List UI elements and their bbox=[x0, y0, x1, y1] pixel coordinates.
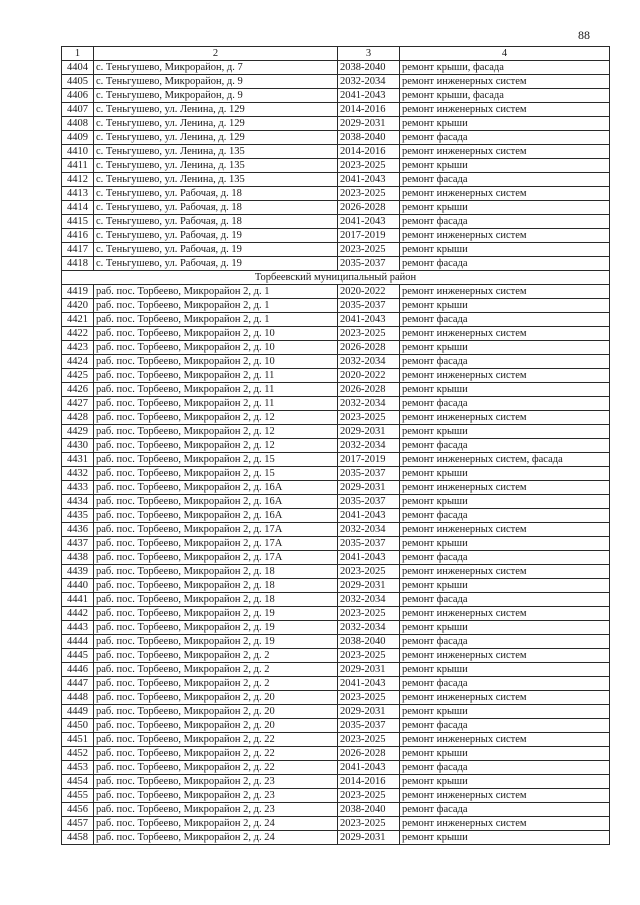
column-header-number: 1 bbox=[62, 47, 94, 61]
row-number-cell: 4449 bbox=[62, 705, 94, 719]
work-type-cell: ремонт инженерных систем bbox=[400, 523, 610, 537]
table-row bbox=[62, 327, 610, 341]
period-cell: 2020-2022 bbox=[338, 285, 400, 299]
period-cell: 2041-2043 bbox=[338, 313, 400, 327]
address-cell: раб. пос. Торбеево, Микрорайон 2, д. 23 bbox=[94, 789, 338, 803]
row-number-cell: 4433 bbox=[62, 481, 94, 495]
table-row bbox=[62, 411, 610, 425]
work-type-cell: ремонт фасада bbox=[400, 173, 610, 187]
row-number-cell: 4456 bbox=[62, 803, 94, 817]
row-number-cell: 4408 bbox=[62, 117, 94, 131]
table-row bbox=[62, 649, 610, 663]
row-number-cell: 4439 bbox=[62, 565, 94, 579]
period-cell: 2029-2031 bbox=[338, 481, 400, 495]
address-cell: с. Теньгушево, Микрорайон, д. 9 bbox=[94, 89, 338, 103]
table-row bbox=[62, 215, 610, 229]
address-cell: раб. пос. Торбеево, Микрорайон 2, д. 1 bbox=[94, 299, 338, 313]
row-number-cell: 4421 bbox=[62, 313, 94, 327]
work-type-cell: ремонт крыши bbox=[400, 705, 610, 719]
work-type-cell: ремонт фасада bbox=[400, 719, 610, 733]
table-row bbox=[62, 75, 610, 89]
address-cell: раб. пос. Торбеево, Микрорайон 2, д. 23 bbox=[94, 803, 338, 817]
row-number-cell: 4425 bbox=[62, 369, 94, 383]
address-cell: с. Теньгушево, ул. Ленина, д. 135 bbox=[94, 173, 338, 187]
period-cell: 2035-2037 bbox=[338, 299, 400, 313]
table-row bbox=[62, 817, 610, 831]
period-cell: 2023-2025 bbox=[338, 187, 400, 201]
work-type-cell: ремонт инженерных систем bbox=[400, 103, 610, 117]
address-cell: с. Теньгушево, ул. Рабочая, д. 19 bbox=[94, 243, 338, 257]
row-number-cell: 4445 bbox=[62, 649, 94, 663]
table-row bbox=[62, 61, 610, 75]
work-type-cell: ремонт фасада bbox=[400, 551, 610, 565]
period-cell: 2014-2016 bbox=[338, 103, 400, 117]
row-number-cell: 4429 bbox=[62, 425, 94, 439]
table-header-row bbox=[62, 47, 610, 61]
table-row bbox=[62, 789, 610, 803]
period-cell: 2026-2028 bbox=[338, 747, 400, 761]
period-cell: 2032-2034 bbox=[338, 621, 400, 635]
period-cell: 2032-2034 bbox=[338, 355, 400, 369]
period-cell: 2023-2025 bbox=[338, 817, 400, 831]
work-type-cell: ремонт крыши bbox=[400, 747, 610, 761]
work-type-cell: ремонт инженерных систем bbox=[400, 649, 610, 663]
table-row bbox=[62, 159, 610, 173]
row-number-cell: 4455 bbox=[62, 789, 94, 803]
table-row bbox=[62, 705, 610, 719]
period-cell: 2014-2016 bbox=[338, 775, 400, 789]
row-number-cell: 4405 bbox=[62, 75, 94, 89]
work-type-cell: ремонт инженерных систем bbox=[400, 817, 610, 831]
address-cell: раб. пос. Торбеево, Микрорайон 2, д. 22 bbox=[94, 761, 338, 775]
address-cell: раб. пос. Торбеево, Микрорайон 2, д. 1 bbox=[94, 313, 338, 327]
address-cell: раб. пос. Торбеево, Микрорайон 2, д. 16А bbox=[94, 481, 338, 495]
period-cell: 2035-2037 bbox=[338, 257, 400, 271]
work-type-cell: ремонт фасада bbox=[400, 761, 610, 775]
table-row bbox=[62, 243, 610, 257]
period-cell: 2020-2022 bbox=[338, 369, 400, 383]
period-cell: 2023-2025 bbox=[338, 159, 400, 173]
table-row bbox=[62, 145, 610, 159]
period-cell: 2023-2025 bbox=[338, 789, 400, 803]
table-row bbox=[62, 565, 610, 579]
work-type-cell: ремонт крыши bbox=[400, 243, 610, 257]
address-cell: раб. пос. Торбеево, Микрорайон 2, д. 18 bbox=[94, 593, 338, 607]
table-row bbox=[62, 803, 610, 817]
row-number-cell: 4450 bbox=[62, 719, 94, 733]
work-type-cell: ремонт крыши bbox=[400, 299, 610, 313]
work-type-cell: ремонт фасада bbox=[400, 803, 610, 817]
row-number-cell: 4410 bbox=[62, 145, 94, 159]
address-cell: раб. пос. Торбеево, Микрорайон 2, д. 11 bbox=[94, 383, 338, 397]
period-cell: 2041-2043 bbox=[338, 215, 400, 229]
address-cell: раб. пос. Торбеево, Микрорайон 2, д. 1 bbox=[94, 285, 338, 299]
work-type-cell: ремонт фасада bbox=[400, 509, 610, 523]
work-type-cell: ремонт инженерных систем bbox=[400, 187, 610, 201]
address-cell: с. Теньгушево, ул. Ленина, д. 135 bbox=[94, 145, 338, 159]
work-type-cell: ремонт фасада bbox=[400, 257, 610, 271]
period-cell: 2035-2037 bbox=[338, 719, 400, 733]
address-cell: раб. пос. Торбеево, Микрорайон 2, д. 19 bbox=[94, 621, 338, 635]
work-type-cell: ремонт крыши bbox=[400, 383, 610, 397]
period-cell: 2029-2031 bbox=[338, 579, 400, 593]
work-type-cell: ремонт инженерных систем bbox=[400, 411, 610, 425]
row-number-cell: 4420 bbox=[62, 299, 94, 313]
row-number-cell: 4446 bbox=[62, 663, 94, 677]
period-cell: 2029-2031 bbox=[338, 663, 400, 677]
address-cell: раб. пос. Торбеево, Микрорайон 2, д. 17А bbox=[94, 523, 338, 537]
address-cell: раб. пос. Торбеево, Микрорайон 2, д. 23 bbox=[94, 775, 338, 789]
row-number-cell: 4444 bbox=[62, 635, 94, 649]
address-cell: раб. пос. Торбеево, Микрорайон 2, д. 2 bbox=[94, 663, 338, 677]
table-row bbox=[62, 775, 610, 789]
period-cell: 2023-2025 bbox=[338, 327, 400, 341]
period-cell: 2023-2025 bbox=[338, 607, 400, 621]
table-row bbox=[62, 341, 610, 355]
address-cell: раб. пос. Торбеево, Микрорайон 2, д. 20 bbox=[94, 705, 338, 719]
table-row bbox=[62, 89, 610, 103]
address-cell: с. Теньгушево, ул. Рабочая, д. 19 bbox=[94, 257, 338, 271]
work-type-cell: ремонт инженерных систем bbox=[400, 145, 610, 159]
table-row bbox=[62, 635, 610, 649]
address-cell: раб. пос. Торбеево, Микрорайон 2, д. 12 bbox=[94, 411, 338, 425]
table-row bbox=[62, 453, 610, 467]
period-cell: 2032-2034 bbox=[338, 439, 400, 453]
work-type-cell: ремонт крыши bbox=[400, 495, 610, 509]
address-cell: с. Теньгушево, Микрорайон, д. 7 bbox=[94, 61, 338, 75]
period-cell: 2041-2043 bbox=[338, 173, 400, 187]
address-cell: раб. пос. Торбеево, Микрорайон 2, д. 15 bbox=[94, 467, 338, 481]
table-row bbox=[62, 201, 610, 215]
row-number-cell: 4424 bbox=[62, 355, 94, 369]
table-row bbox=[62, 229, 610, 243]
period-cell: 2023-2025 bbox=[338, 565, 400, 579]
work-type-cell: ремонт крыши, фасада bbox=[400, 61, 610, 75]
period-cell: 2026-2028 bbox=[338, 201, 400, 215]
work-type-cell: ремонт инженерных систем bbox=[400, 369, 610, 383]
work-type-cell: ремонт крыши bbox=[400, 201, 610, 215]
work-type-cell: ремонт инженерных систем bbox=[400, 285, 610, 299]
table-body bbox=[62, 61, 610, 845]
row-number-cell: 4438 bbox=[62, 551, 94, 565]
work-type-cell: ремонт крыши, фасада bbox=[400, 89, 610, 103]
address-cell: раб. пос. Торбеево, Микрорайон 2, д. 18 bbox=[94, 565, 338, 579]
row-number-cell: 4411 bbox=[62, 159, 94, 173]
table-row bbox=[62, 425, 610, 439]
row-number-cell: 4426 bbox=[62, 383, 94, 397]
row-number-cell: 4430 bbox=[62, 439, 94, 453]
period-cell: 2029-2031 bbox=[338, 831, 400, 845]
table-row bbox=[62, 719, 610, 733]
table-row bbox=[62, 747, 610, 761]
work-type-cell: ремонт инженерных систем bbox=[400, 789, 610, 803]
table-row bbox=[62, 523, 610, 537]
address-cell: раб. пос. Торбеево, Микрорайон 2, д. 16А bbox=[94, 495, 338, 509]
address-cell: раб. пос. Торбеево, Микрорайон 2, д. 11 bbox=[94, 397, 338, 411]
table-row bbox=[62, 481, 610, 495]
row-number-cell: 4407 bbox=[62, 103, 94, 117]
row-number-cell: 4413 bbox=[62, 187, 94, 201]
work-type-cell: ремонт фасада bbox=[400, 313, 610, 327]
period-cell: 2041-2043 bbox=[338, 677, 400, 691]
period-cell: 2041-2043 bbox=[338, 761, 400, 775]
table-row bbox=[62, 187, 610, 201]
period-cell: 2035-2037 bbox=[338, 537, 400, 551]
period-cell: 2032-2034 bbox=[338, 523, 400, 537]
row-number-cell: 4419 bbox=[62, 285, 94, 299]
table-row bbox=[62, 579, 610, 593]
address-cell: раб. пос. Торбеево, Микрорайон 2, д. 20 bbox=[94, 719, 338, 733]
table-row bbox=[62, 397, 610, 411]
address-cell: раб. пос. Торбеево, Микрорайон 2, д. 19 bbox=[94, 635, 338, 649]
table-row bbox=[62, 677, 610, 691]
work-type-cell: ремонт фасада bbox=[400, 677, 610, 691]
period-cell: 2035-2037 bbox=[338, 467, 400, 481]
table-row bbox=[62, 733, 610, 747]
address-cell: с. Теньгушево, ул. Рабочая, д. 19 bbox=[94, 229, 338, 243]
table-row bbox=[62, 663, 610, 677]
row-number-cell: 4440 bbox=[62, 579, 94, 593]
address-cell: с. Теньгушево, ул. Рабочая, д. 18 bbox=[94, 215, 338, 229]
work-type-cell: ремонт фасада bbox=[400, 355, 610, 369]
column-header-work-type: 4 bbox=[400, 47, 610, 61]
address-cell: раб. пос. Торбеево, Микрорайон 2, д. 16А bbox=[94, 509, 338, 523]
work-type-cell: ремонт крыши bbox=[400, 775, 610, 789]
period-cell: 2023-2025 bbox=[338, 411, 400, 425]
row-number-cell: 4457 bbox=[62, 817, 94, 831]
work-type-cell: ремонт инженерных систем bbox=[400, 733, 610, 747]
row-number-cell: 4448 bbox=[62, 691, 94, 705]
table-row bbox=[62, 831, 610, 845]
period-cell: 2041-2043 bbox=[338, 551, 400, 565]
period-cell: 2023-2025 bbox=[338, 733, 400, 747]
row-number-cell: 4415 bbox=[62, 215, 94, 229]
row-number-cell: 4412 bbox=[62, 173, 94, 187]
address-cell: раб. пос. Торбеево, Микрорайон 2, д. 24 bbox=[94, 831, 338, 845]
table-row bbox=[62, 607, 610, 621]
table-row bbox=[62, 509, 610, 523]
work-type-cell: ремонт фасада bbox=[400, 131, 610, 145]
work-type-cell: ремонт инженерных систем bbox=[400, 607, 610, 621]
period-cell: 2017-2019 bbox=[338, 229, 400, 243]
table-row bbox=[62, 467, 610, 481]
table-row bbox=[62, 285, 610, 299]
section-heading: Торбеевский муниципальный район bbox=[62, 271, 610, 285]
table-row bbox=[62, 117, 610, 131]
row-number-cell: 4442 bbox=[62, 607, 94, 621]
work-type-cell: ремонт крыши bbox=[400, 159, 610, 173]
row-number-cell: 4454 bbox=[62, 775, 94, 789]
work-type-cell: ремонт инженерных систем bbox=[400, 565, 610, 579]
row-number-cell: 4416 bbox=[62, 229, 94, 243]
work-type-cell: ремонт крыши bbox=[400, 663, 610, 677]
work-type-cell: ремонт фасада bbox=[400, 439, 610, 453]
row-number-cell: 4423 bbox=[62, 341, 94, 355]
table-row bbox=[62, 761, 610, 775]
period-cell: 2038-2040 bbox=[338, 803, 400, 817]
period-cell: 2023-2025 bbox=[338, 243, 400, 257]
period-cell: 2029-2031 bbox=[338, 705, 400, 719]
row-number-cell: 4458 bbox=[62, 831, 94, 845]
row-number-cell: 4428 bbox=[62, 411, 94, 425]
table-row bbox=[62, 355, 610, 369]
table-row bbox=[62, 173, 610, 187]
period-cell: 2017-2019 bbox=[338, 453, 400, 467]
row-number-cell: 4404 bbox=[62, 61, 94, 75]
period-cell: 2041-2043 bbox=[338, 89, 400, 103]
work-type-cell: ремонт инженерных систем bbox=[400, 327, 610, 341]
column-header-period: 3 bbox=[338, 47, 400, 61]
work-type-cell: ремонт инженерных систем bbox=[400, 75, 610, 89]
work-type-cell: ремонт крыши bbox=[400, 579, 610, 593]
table-row bbox=[62, 691, 610, 705]
address-cell: раб. пос. Торбеево, Микрорайон 2, д. 10 bbox=[94, 355, 338, 369]
work-type-cell: ремонт крыши bbox=[400, 117, 610, 131]
row-number-cell: 4443 bbox=[62, 621, 94, 635]
row-number-cell: 4452 bbox=[62, 747, 94, 761]
table-row bbox=[62, 593, 610, 607]
row-number-cell: 4435 bbox=[62, 509, 94, 523]
address-cell: раб. пос. Торбеево, Микрорайон 2, д. 2 bbox=[94, 649, 338, 663]
period-cell: 2038-2040 bbox=[338, 131, 400, 145]
address-cell: раб. пос. Торбеево, Микрорайон 2, д. 24 bbox=[94, 817, 338, 831]
period-cell: 2032-2034 bbox=[338, 75, 400, 89]
work-type-cell: ремонт инженерных систем, фасада bbox=[400, 453, 610, 467]
work-type-cell: ремонт фасада bbox=[400, 593, 610, 607]
period-cell: 2026-2028 bbox=[338, 383, 400, 397]
table-row bbox=[62, 537, 610, 551]
row-number-cell: 4414 bbox=[62, 201, 94, 215]
period-cell: 2038-2040 bbox=[338, 61, 400, 75]
row-number-cell: 4409 bbox=[62, 131, 94, 145]
address-cell: раб. пос. Торбеево, Микрорайон 2, д. 10 bbox=[94, 341, 338, 355]
address-cell: раб. пос. Торбеево, Микрорайон 2, д. 10 bbox=[94, 327, 338, 341]
row-number-cell: 4437 bbox=[62, 537, 94, 551]
period-cell: 2029-2031 bbox=[338, 425, 400, 439]
period-cell: 2038-2040 bbox=[338, 635, 400, 649]
table-row bbox=[62, 257, 610, 271]
period-cell: 2023-2025 bbox=[338, 691, 400, 705]
period-cell: 2032-2034 bbox=[338, 397, 400, 411]
address-cell: раб. пос. Торбеево, Микрорайон 2, д. 18 bbox=[94, 579, 338, 593]
address-cell: раб. пос. Торбеево, Микрорайон 2, д. 12 bbox=[94, 425, 338, 439]
page-number: 88 bbox=[578, 28, 590, 42]
table-row bbox=[62, 103, 610, 117]
work-type-cell: ремонт инженерных систем bbox=[400, 691, 610, 705]
row-number-cell: 4441 bbox=[62, 593, 94, 607]
work-type-cell: ремонт крыши bbox=[400, 467, 610, 481]
period-cell: 2029-2031 bbox=[338, 117, 400, 131]
work-type-cell: ремонт инженерных систем bbox=[400, 481, 610, 495]
period-cell: 2041-2043 bbox=[338, 509, 400, 523]
work-type-cell: ремонт крыши bbox=[400, 831, 610, 845]
address-cell: раб. пос. Торбеево, Микрорайон 2, д. 11 bbox=[94, 369, 338, 383]
address-cell: раб. пос. Торбеево, Микрорайон 2, д. 15 bbox=[94, 453, 338, 467]
period-cell: 2023-2025 bbox=[338, 649, 400, 663]
row-number-cell: 4432 bbox=[62, 467, 94, 481]
table-row bbox=[62, 621, 610, 635]
address-cell: раб. пос. Торбеево, Микрорайон 2, д. 19 bbox=[94, 607, 338, 621]
row-number-cell: 4434 bbox=[62, 495, 94, 509]
address-cell: раб. пос. Торбеево, Микрорайон 2, д. 17А bbox=[94, 551, 338, 565]
address-cell: с. Теньгушево, Микрорайон, д. 9 bbox=[94, 75, 338, 89]
row-number-cell: 4451 bbox=[62, 733, 94, 747]
row-number-cell: 4453 bbox=[62, 761, 94, 775]
row-number-cell: 4418 bbox=[62, 257, 94, 271]
address-cell: раб. пос. Торбеево, Микрорайон 2, д. 2 bbox=[94, 677, 338, 691]
work-type-cell: ремонт крыши bbox=[400, 621, 610, 635]
table-row bbox=[62, 299, 610, 313]
work-type-cell: ремонт фасада bbox=[400, 215, 610, 229]
table-row bbox=[62, 495, 610, 509]
section-heading-row bbox=[62, 271, 610, 285]
row-number-cell: 4406 bbox=[62, 89, 94, 103]
row-number-cell: 4427 bbox=[62, 397, 94, 411]
address-cell: с. Теньгушево, ул. Ленина, д. 135 bbox=[94, 159, 338, 173]
work-type-cell: ремонт инженерных систем bbox=[400, 229, 610, 243]
table-row bbox=[62, 551, 610, 565]
address-cell: с. Теньгушево, ул. Рабочая, д. 18 bbox=[94, 187, 338, 201]
period-cell: 2014-2016 bbox=[338, 145, 400, 159]
table-row bbox=[62, 313, 610, 327]
address-cell: раб. пос. Торбеево, Микрорайон 2, д. 20 bbox=[94, 691, 338, 705]
address-cell: раб. пос. Торбеево, Микрорайон 2, д. 22 bbox=[94, 733, 338, 747]
address-cell: раб. пос. Торбеево, Микрорайон 2, д. 22 bbox=[94, 747, 338, 761]
row-number-cell: 4431 bbox=[62, 453, 94, 467]
repair-schedule-table bbox=[61, 46, 610, 845]
work-type-cell: ремонт крыши bbox=[400, 537, 610, 551]
address-cell: с. Теньгушево, ул. Ленина, д. 129 bbox=[94, 117, 338, 131]
address-cell: с. Теньгушево, ул. Рабочая, д. 18 bbox=[94, 201, 338, 215]
row-number-cell: 4436 bbox=[62, 523, 94, 537]
period-cell: 2026-2028 bbox=[338, 341, 400, 355]
row-number-cell: 4417 bbox=[62, 243, 94, 257]
row-number-cell: 4447 bbox=[62, 677, 94, 691]
period-cell: 2035-2037 bbox=[338, 495, 400, 509]
address-cell: раб. пос. Торбеево, Микрорайон 2, д. 12 bbox=[94, 439, 338, 453]
address-cell: с. Теньгушево, ул. Ленина, д. 129 bbox=[94, 103, 338, 117]
period-cell: 2032-2034 bbox=[338, 593, 400, 607]
table-row bbox=[62, 439, 610, 453]
work-type-cell: ремонт фасада bbox=[400, 635, 610, 649]
column-header-address: 2 bbox=[94, 47, 338, 61]
address-cell: с. Теньгушево, ул. Ленина, д. 129 bbox=[94, 131, 338, 145]
table-row bbox=[62, 369, 610, 383]
work-type-cell: ремонт фасада bbox=[400, 397, 610, 411]
work-type-cell: ремонт крыши bbox=[400, 425, 610, 439]
table-row bbox=[62, 131, 610, 145]
address-cell: раб. пос. Торбеево, Микрорайон 2, д. 17А bbox=[94, 537, 338, 551]
work-type-cell: ремонт крыши bbox=[400, 341, 610, 355]
row-number-cell: 4422 bbox=[62, 327, 94, 341]
table-row bbox=[62, 383, 610, 397]
